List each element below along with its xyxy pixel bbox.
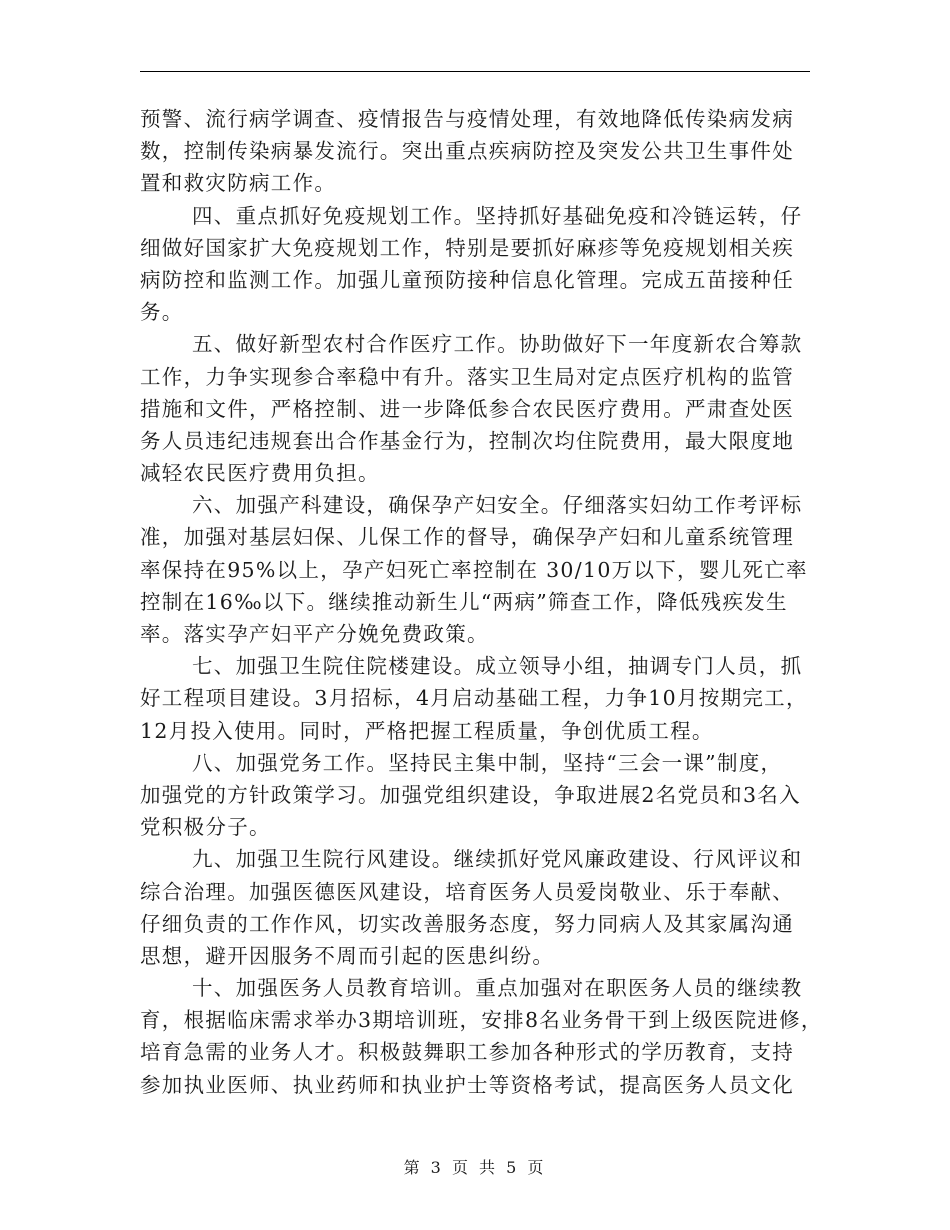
text-line: 措施和文件，严格控制、进一步降低参合农民医疗费用。严肃查处医 [140,396,794,421]
page-number-footer: 第 3 页 共 5 页 [403,1158,547,1177]
text-line: 病防控和监测工作。加强儿童预防接种信息化管理。完成五苗接种任 [140,267,794,292]
paragraph [140,328,812,489]
text-line: 思想，避开因服务不周而引起的医患纠纷。 [140,943,555,968]
text-line: 仔细负责的工作作风，切实改善服务态度，努力同病人及其家属沟通 [140,911,794,936]
text-line: 五、做好新型农村合作医疗工作。协助做好下一年度新农合筹款 [192,332,803,357]
text-line: 工作，力争实现参合率稳中有升。落实卫生局对定点医疗机构的监管 [140,364,794,389]
text-line: 12月投入使用。同时，严格把握工程质量，争创优质工程。 [140,718,714,743]
text-line: 准，加强对基层妇保、儿保工作的督导，确保孕产妇和儿童系统管理 [140,525,794,550]
text-line: 八、加强党务工作。坚持民主集中制，坚持“三会一课”制度， [192,750,783,775]
text-line: 培育急需的业务人才。积极鼓舞职工参加各种形式的学历教育，支持 [140,1040,794,1065]
text-line: 务人员违纪违规套出合作基金行为，控制次均住院费用，最大限度地 [140,428,794,453]
text-line: 率。落实孕产妇平产分娩免费政策。 [140,622,489,646]
text-line: 务。 [140,300,184,325]
text-line: 九、加强卫生院行风建设。继续抓好党风廉政建设、行风评议和 [192,847,803,872]
text-line: 控制在16‰以下。继续推动新生儿“两病”筛查工作，降低残疾发生 [140,589,788,614]
text-line: 数，控制传染病暴发流行。突出重点疾病防控及突发公共卫生事件处 [140,139,794,164]
text-line: 参加执业医师、执业药师和执业护士等资格考试，提高医务人员文化 [140,1072,794,1097]
text-line: 党积极分子。 [140,815,271,840]
text-line: 十、加强医务人员教育培训。重点加强对在职医务人员的继续教 [192,976,803,1001]
text-line: 置和救灾防病工作。 [140,171,337,196]
text-line: 好工程项目建设。3月招标，4月启动基础工程，力争10月按期完工， [140,686,808,711]
paragraph [140,972,823,1101]
text-line: 加强党的方针政策学习。加强党组织建设，争取进展2名党员和3名入 [140,782,801,807]
text-line: 预警、流行病学调查、疫情报告与疫情处理，有效地降低传染病发病 [140,107,794,131]
text-line: 细做好国家扩大免疫规划工作，特别是要抓好麻疹等免疫规划相关疾 [140,235,794,260]
paragraph [140,650,812,747]
paragraph [140,200,812,329]
body-text [140,103,823,1101]
paragraph [140,747,812,844]
header-rule [140,71,810,72]
text-line: 七、加强卫生院住院楼建设。成立领导小组，抽调专门人员，抓 [192,654,803,679]
paragraph [140,489,812,650]
text-line: 减轻农民医疗费用负担。 [140,461,380,486]
text-line: 综合治理。加强医德医风建设，培育医务人员爱岗敬业、乐于奉献、 [140,879,794,904]
paragraph [140,103,812,200]
text-line: 育，根据临床需求举办3期培训班，安排8名业务骨干到上级医院进修， [140,1008,823,1033]
text-line: 率保持在95%以上，孕产妇死亡率控制在 30/10万以下，婴儿死亡率 [140,557,808,582]
text-line: 六、加强产科建设，确保孕产妇安全。仔细落实妇幼工作考评标 [192,493,803,518]
paragraph [140,843,812,972]
text-line: 四、重点抓好免疫规划工作。坚持抓好基础免疫和冷链运转，仔 [192,203,803,228]
